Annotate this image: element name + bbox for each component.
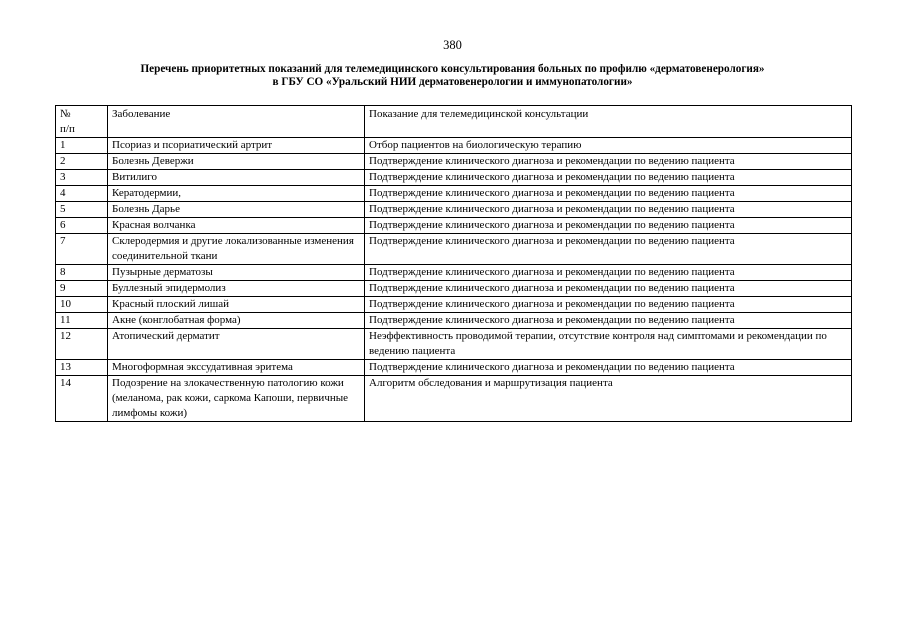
table-row xyxy=(56,138,852,154)
document-title-line-1: Перечень приоритетных показаний для телемедицинского консультирования больных по профилю «дерматовенерология» xyxy=(140,63,765,75)
header-indication: Показание для телемедицинской консультации xyxy=(365,106,852,138)
table-row xyxy=(56,329,852,360)
cell-disease: Склеродермия и другие локализованные изменения соединительной ткани xyxy=(108,234,365,265)
cell-number: 12 xyxy=(56,329,108,360)
header-disease: Заболевание xyxy=(108,106,365,138)
cell-indication: Отбор пациентов на биологическую терапию xyxy=(365,138,852,154)
cell-indication: Подтверждение клинического диагноза и рекомендации по ведению пациента xyxy=(365,186,852,202)
cell-number: 11 xyxy=(56,313,108,329)
cell-number: 6 xyxy=(56,218,108,234)
table-row xyxy=(56,202,852,218)
cell-disease: Многоформная экссудативная эритема xyxy=(108,360,365,376)
header-number xyxy=(56,106,108,138)
cell-disease: Красная волчанка xyxy=(108,218,365,234)
header-number-line-2: п/п xyxy=(60,123,75,135)
cell-indication: Подтверждение клинического диагноза и рекомендации по ведению пациента xyxy=(365,170,852,186)
cell-disease: Акне (конглобатная форма) xyxy=(108,313,365,329)
cell-indication: Подтверждение клинического диагноза и рекомендации по ведению пациента xyxy=(365,265,852,281)
cell-indication: Подтверждение клинического диагноза и рекомендации по ведению пациента xyxy=(365,297,852,313)
table-row xyxy=(56,281,852,297)
document-title-line-2: в ГБУ СО «Уральский НИИ дерматовенерологии и иммунопатологии» xyxy=(272,76,633,88)
cell-indication: Алгоритм обследования и маршрутизация пациента xyxy=(365,376,852,422)
cell-number: 4 xyxy=(56,186,108,202)
cell-indication: Подтверждение клинического диагноза и рекомендации по ведению пациента xyxy=(365,218,852,234)
cell-disease: Кератодермии, xyxy=(108,186,365,202)
table-row xyxy=(56,186,852,202)
table-row xyxy=(56,376,852,422)
indications-table xyxy=(55,105,852,422)
cell-number: 8 xyxy=(56,265,108,281)
table-row xyxy=(56,360,852,376)
cell-number: 14 xyxy=(56,376,108,422)
cell-indication: Подтверждение клинического диагноза и рекомендации по ведению пациента xyxy=(365,154,852,170)
table-header-row xyxy=(56,106,852,138)
cell-indication: Подтверждение клинического диагноза и рекомендации по ведению пациента xyxy=(365,360,852,376)
cell-indication: Подтверждение клинического диагноза и рекомендации по ведению пациента xyxy=(365,202,852,218)
cell-disease: Подозрение на злокачественную патологию кожи (меланома, рак кожи, саркома Капоши, первичные лимфомы кожи) xyxy=(108,376,365,422)
cell-number: 1 xyxy=(56,138,108,154)
cell-number: 3 xyxy=(56,170,108,186)
table-row xyxy=(56,234,852,265)
cell-disease: Красный плоский лишай xyxy=(108,297,365,313)
cell-disease: Буллезный эпидермолиз xyxy=(108,281,365,297)
cell-disease: Псориаз и псориатический артрит xyxy=(108,138,365,154)
table-row xyxy=(56,154,852,170)
cell-disease: Витилиго xyxy=(108,170,365,186)
cell-disease: Болезнь Девержи xyxy=(108,154,365,170)
page-number: 380 xyxy=(443,38,462,52)
table-row xyxy=(56,297,852,313)
cell-number: 5 xyxy=(56,202,108,218)
table-row xyxy=(56,265,852,281)
cell-indication: Подтверждение клинического диагноза и рекомендации по ведению пациента xyxy=(365,313,852,329)
cell-number: 9 xyxy=(56,281,108,297)
cell-disease: Атопический дерматит xyxy=(108,329,365,360)
cell-number: 13 xyxy=(56,360,108,376)
cell-disease: Пузырные дерматозы xyxy=(108,265,365,281)
cell-indication: Подтверждение клинического диагноза и рекомендации по ведению пациента xyxy=(365,281,852,297)
cell-indication: Неэффективность проводимой терапии, отсутствие контроля над симптомами и рекомендации по ведению пациента xyxy=(365,329,852,360)
cell-number: 2 xyxy=(56,154,108,170)
cell-number: 10 xyxy=(56,297,108,313)
table-row xyxy=(56,313,852,329)
table-body xyxy=(56,138,852,422)
header-number-line-1: № xyxy=(60,108,71,120)
table-row xyxy=(56,170,852,186)
cell-number: 7 xyxy=(56,234,108,265)
cell-disease: Болезнь Дарье xyxy=(108,202,365,218)
table-row xyxy=(56,218,852,234)
cell-indication: Подтверждение клинического диагноза и рекомендации по ведению пациента xyxy=(365,234,852,265)
document-title xyxy=(60,63,845,89)
